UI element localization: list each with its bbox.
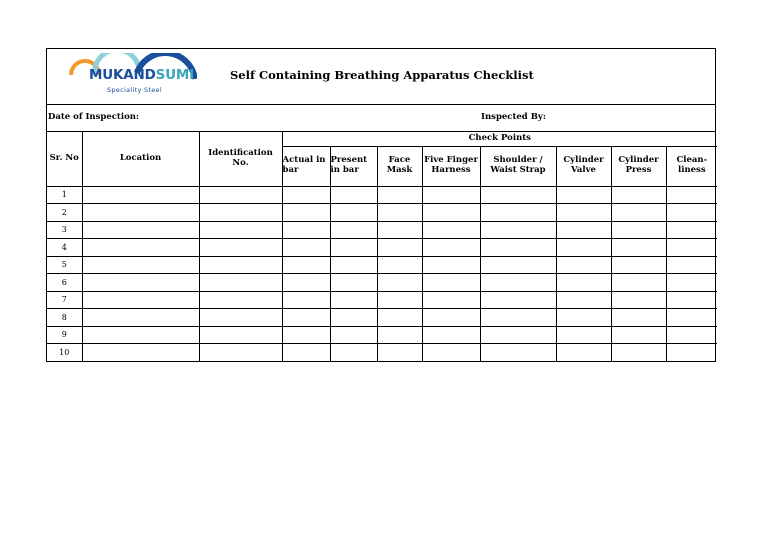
cell-identification[interactable] <box>199 256 282 274</box>
cell-present[interactable] <box>330 326 377 344</box>
cell-sr-no: 6 <box>47 274 82 292</box>
cell-identification[interactable] <box>199 309 282 327</box>
table-row <box>47 274 717 292</box>
cell-cylinder-press[interactable] <box>611 291 666 309</box>
checklist-table <box>47 132 717 361</box>
cell-present[interactable] <box>330 239 377 257</box>
table-row <box>47 204 717 222</box>
cell-present[interactable] <box>330 291 377 309</box>
cell-cleanliness[interactable] <box>666 309 717 327</box>
cell-cleanliness[interactable] <box>666 186 717 204</box>
table-row <box>47 326 717 344</box>
cell-sr-no: 9 <box>47 326 82 344</box>
cell-cleanliness[interactable] <box>666 204 717 222</box>
col-header-identification: Identification No. <box>199 132 282 186</box>
cell-cylinder-press[interactable] <box>611 221 666 239</box>
cell-face-mask[interactable] <box>377 186 422 204</box>
cell-actual[interactable] <box>282 204 330 222</box>
cell-identification[interactable] <box>199 221 282 239</box>
cell-location[interactable] <box>82 274 199 292</box>
cell-actual[interactable] <box>282 221 330 239</box>
cell-cleanliness[interactable] <box>666 221 717 239</box>
cell-five-finger[interactable] <box>422 291 480 309</box>
cell-location[interactable] <box>82 239 199 257</box>
table-row <box>47 221 717 239</box>
col-header-shoulder-strap: Shoulder / Waist Strap <box>480 146 556 186</box>
cell-actual[interactable] <box>282 256 330 274</box>
cell-cleanliness[interactable] <box>666 291 717 309</box>
cell-cylinder-valve[interactable] <box>556 239 611 257</box>
cell-location[interactable] <box>82 204 199 222</box>
cell-five-finger[interactable] <box>422 239 480 257</box>
cell-face-mask[interactable] <box>377 274 422 292</box>
cell-shoulder-strap[interactable] <box>480 221 556 239</box>
col-header-present: Present in bar <box>330 146 377 186</box>
cell-cylinder-valve[interactable] <box>556 344 611 361</box>
cell-five-finger[interactable] <box>422 274 480 292</box>
cell-face-mask[interactable] <box>377 309 422 327</box>
cell-shoulder-strap[interactable] <box>480 326 556 344</box>
cell-location[interactable] <box>82 291 199 309</box>
cell-shoulder-strap[interactable] <box>480 309 556 327</box>
cell-five-finger[interactable] <box>422 186 480 204</box>
cell-cylinder-press[interactable] <box>611 239 666 257</box>
cell-five-finger[interactable] <box>422 309 480 327</box>
cell-cylinder-valve[interactable] <box>556 186 611 204</box>
cell-cylinder-press[interactable] <box>611 326 666 344</box>
cell-cylinder-press[interactable] <box>611 204 666 222</box>
cell-actual[interactable] <box>282 274 330 292</box>
logo-subtitle: Speciality Steel <box>107 86 162 94</box>
cell-actual[interactable] <box>282 326 330 344</box>
cell-cleanliness[interactable] <box>666 274 717 292</box>
cell-face-mask[interactable] <box>377 204 422 222</box>
cell-identification[interactable] <box>199 239 282 257</box>
cell-face-mask[interactable] <box>377 256 422 274</box>
col-header-cylinder-press: Cylinder Press <box>611 146 666 186</box>
checklist-rows <box>47 186 717 361</box>
col-header-face-mask: Face Mask <box>377 146 422 186</box>
sheet-header <box>47 49 715 105</box>
col-header-actual: Actual in bar <box>282 146 330 186</box>
cell-actual[interactable] <box>282 344 330 361</box>
cell-five-finger[interactable] <box>422 221 480 239</box>
cell-sr-no: 1 <box>47 186 82 204</box>
col-header-five-finger: Five Finger Harness <box>422 146 480 186</box>
cell-cylinder-valve[interactable] <box>556 204 611 222</box>
cell-shoulder-strap[interactable] <box>480 204 556 222</box>
cell-sr-no: 3 <box>47 221 82 239</box>
cell-cleanliness[interactable] <box>666 344 717 361</box>
cell-cylinder-valve[interactable] <box>556 291 611 309</box>
cell-identification[interactable] <box>199 344 282 361</box>
cell-face-mask[interactable] <box>377 221 422 239</box>
cell-shoulder-strap[interactable] <box>480 274 556 292</box>
cell-actual[interactable] <box>282 239 330 257</box>
cell-sr-no: 10 <box>47 344 82 361</box>
cell-location[interactable] <box>82 326 199 344</box>
cell-identification[interactable] <box>199 186 282 204</box>
cell-cylinder-valve[interactable] <box>556 274 611 292</box>
cell-present[interactable] <box>330 344 377 361</box>
col-header-sr-no: Sr. No <box>47 132 82 186</box>
cell-cleanliness[interactable] <box>666 239 717 257</box>
logo-wordmark: MUKANDSUMI <box>89 67 194 83</box>
cell-face-mask[interactable] <box>377 326 422 344</box>
cell-actual[interactable] <box>282 309 330 327</box>
cell-five-finger[interactable] <box>422 326 480 344</box>
cell-cylinder-press[interactable] <box>611 344 666 361</box>
cell-five-finger[interactable] <box>422 256 480 274</box>
cell-sr-no: 7 <box>47 291 82 309</box>
cell-cylinder-press[interactable] <box>611 256 666 274</box>
date-of-inspection-label: Date of Inspection: <box>48 112 140 122</box>
cell-cylinder-press[interactable] <box>611 309 666 327</box>
col-header-cylinder-valve: Cylinder Valve <box>556 146 611 186</box>
cell-actual[interactable] <box>282 186 330 204</box>
cell-present[interactable] <box>330 309 377 327</box>
check-points-group-header: Check Points <box>282 132 717 146</box>
cell-five-finger[interactable] <box>422 204 480 222</box>
table-row <box>47 186 717 204</box>
cell-location[interactable] <box>82 309 199 327</box>
inspection-info-row <box>47 105 715 132</box>
cell-five-finger[interactable] <box>422 344 480 361</box>
cell-face-mask[interactable] <box>377 344 422 361</box>
cell-shoulder-strap[interactable] <box>480 239 556 257</box>
cell-sr-no: 8 <box>47 309 82 327</box>
table-row <box>47 256 717 274</box>
inspected-by-label: Inspected By: <box>481 112 546 122</box>
table-row <box>47 309 717 327</box>
cell-cylinder-valve[interactable] <box>556 309 611 327</box>
checklist-sheet <box>46 48 716 362</box>
cell-present[interactable] <box>330 221 377 239</box>
cell-location[interactable] <box>82 221 199 239</box>
cell-shoulder-strap[interactable] <box>480 186 556 204</box>
cell-sr-no: 2 <box>47 204 82 222</box>
cell-cylinder-valve[interactable] <box>556 256 611 274</box>
cell-location[interactable] <box>82 186 199 204</box>
table-row <box>47 344 717 361</box>
cell-present[interactable] <box>330 186 377 204</box>
cell-location[interactable] <box>82 344 199 361</box>
table-row <box>47 291 717 309</box>
cell-cylinder-press[interactable] <box>611 274 666 292</box>
cell-face-mask[interactable] <box>377 291 422 309</box>
col-header-location: Location <box>82 132 199 186</box>
cell-present[interactable] <box>330 204 377 222</box>
cell-cylinder-valve[interactable] <box>556 221 611 239</box>
cell-identification[interactable] <box>199 291 282 309</box>
cell-cylinder-valve[interactable] <box>556 326 611 344</box>
cell-shoulder-strap[interactable] <box>480 344 556 361</box>
cell-location[interactable] <box>82 256 199 274</box>
cell-sr-no: 4 <box>47 239 82 257</box>
col-header-cleanliness: Clean-liness <box>666 146 717 186</box>
cell-shoulder-strap[interactable] <box>480 256 556 274</box>
page-title: Self Containing Breathing Apparatus Checklist <box>230 68 534 82</box>
cell-identification[interactable] <box>199 274 282 292</box>
cell-sr-no: 5 <box>47 256 82 274</box>
cell-present[interactable] <box>330 274 377 292</box>
cell-face-mask[interactable] <box>377 239 422 257</box>
cell-identification[interactable] <box>199 326 282 344</box>
cell-shoulder-strap[interactable] <box>480 291 556 309</box>
cell-cleanliness[interactable] <box>666 326 717 344</box>
cell-present[interactable] <box>330 256 377 274</box>
company-logo <box>67 53 197 101</box>
cell-cylinder-press[interactable] <box>611 186 666 204</box>
cell-actual[interactable] <box>282 291 330 309</box>
table-row <box>47 239 717 257</box>
cell-cleanliness[interactable] <box>666 256 717 274</box>
cell-identification[interactable] <box>199 204 282 222</box>
